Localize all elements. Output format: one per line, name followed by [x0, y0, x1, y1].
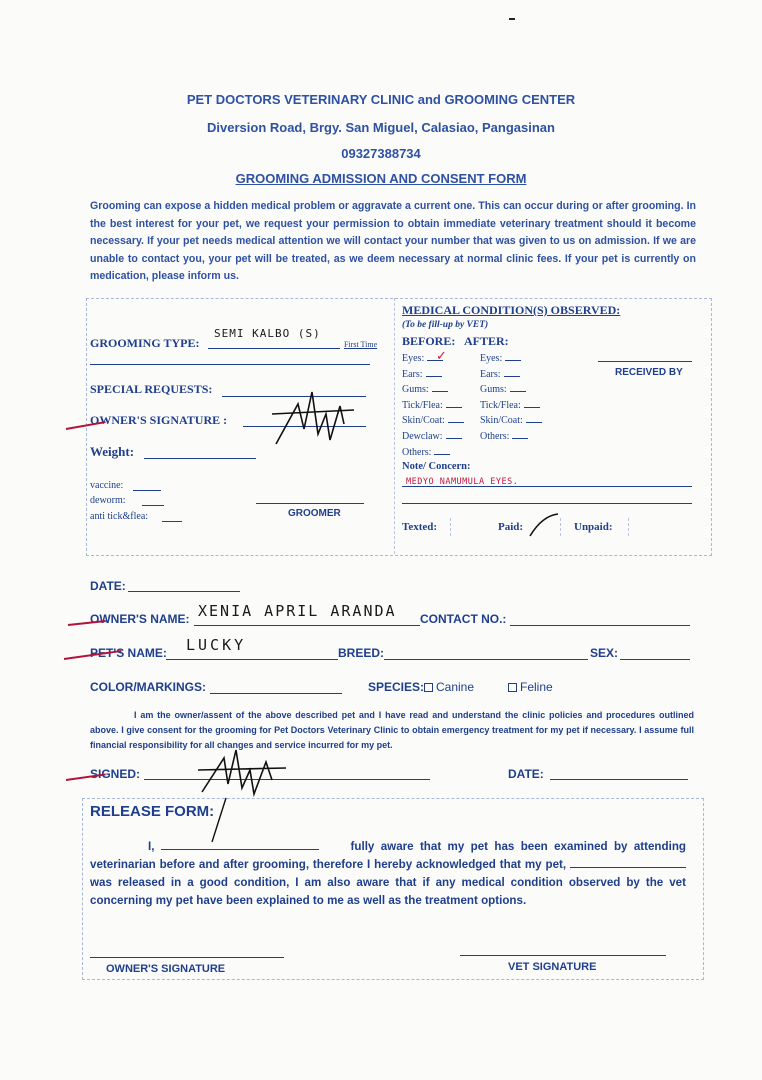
paid-mark	[528, 512, 560, 540]
medical-item-blank[interactable]	[504, 368, 520, 377]
consent-date-label: DATE:	[508, 767, 544, 781]
date-label: DATE:	[90, 579, 126, 593]
medical-item	[402, 368, 442, 380]
feline-checkbox[interactable]	[508, 683, 517, 692]
deworm-label: deworm:	[90, 495, 126, 506]
medical-item-label: Eyes:	[480, 353, 503, 364]
release-paragraph: I, fully aware that my pet has been examined by attending veterinarian before and after grooming, therefore I hereby acknowledged that my pet, was released in a good condition, I am also aware that if any medical condition observed by the vet concerning my pet have been explained to me as well as the treatment options.	[90, 840, 686, 907]
medical-item-label: Skin/Coat:	[402, 415, 445, 427]
medical-item-blank[interactable]	[446, 399, 462, 408]
medical-item-blank[interactable]	[510, 383, 526, 392]
medical-item-label: Dewclaw:	[402, 431, 443, 442]
medical-item-label: Ears:	[402, 368, 423, 380]
medical-item	[480, 430, 528, 442]
medical-item-label: Ears:	[480, 368, 501, 380]
intro-paragraph: Grooming can expose a hidden medical problem or aggravate a current one. This can occur during or after grooming. In the best interest for your pet, we request your permission to obtain immediate veterinary treatment should it become necessary. If your pet needs medical attention we will contact your number that was given to us on admission. If we are unable to contact you, your pet will be treated, as we deem necessary at normal clinic fees. If your pet is currently on medication, please inform us.	[90, 200, 696, 283]
texted-label: Texted:	[402, 521, 438, 533]
medical-item-label: Eyes:	[402, 353, 425, 364]
species-canine[interactable]: Canine	[424, 680, 474, 694]
medical-subtitle: (To be fill-up by VET)	[402, 320, 489, 330]
release-owner-blank[interactable]	[161, 839, 319, 850]
sex-label: SEX:	[590, 646, 619, 660]
unpaid-label: Unpaid:	[574, 521, 613, 533]
medical-item-blank[interactable]	[505, 352, 521, 361]
medical-item-blank[interactable]	[526, 414, 542, 423]
contact-label: CONTACT NO.:	[420, 612, 507, 626]
medical-item	[480, 399, 540, 411]
consent-paragraph: I am the owner/assent of the above described pet and I have read and understand the clinic policies and procedures outlined above. I give consent for the grooming for Pet Doctors Veterinary Clinic to obtain emergency treatment for my pet if necessary. I assume full financial responsibility for all changes and service incurred for my pet.	[90, 710, 694, 750]
owner-name-label: OWNER'S NAME:	[90, 612, 190, 626]
release-owner-signature-label: OWNER'S SIGNATURE	[106, 963, 226, 975]
medical-item-blank[interactable]	[432, 383, 448, 392]
consent-signature-scribble	[196, 744, 292, 802]
medical-item-blank[interactable]	[524, 399, 540, 408]
medical-item	[480, 383, 526, 395]
breed-label: BREED:	[338, 646, 385, 660]
medical-item-blank[interactable]	[512, 430, 528, 439]
paid-label: Paid:	[498, 521, 524, 533]
medical-item-label: Tick/Flea:	[480, 399, 521, 411]
medical-item-blank[interactable]	[434, 446, 450, 455]
clinic-address: Diversion Road, Brgy. San Miguel, Calasiao, Pangasinan	[207, 120, 555, 135]
medical-item	[402, 446, 450, 458]
medical-item-label: Gums:	[402, 384, 429, 396]
special-requests-label: SPECIAL REQUESTS:	[90, 382, 213, 396]
vaccine-label: vaccine:	[90, 480, 124, 491]
note-value[interactable]: MEDYO NAMUMULA EYES.	[406, 477, 519, 487]
owner-name-value[interactable]: XENIA APRIL ARANDA	[198, 602, 397, 620]
release-title: RELEASE FORM:	[90, 803, 215, 820]
medical-item	[402, 414, 464, 426]
medical-item	[480, 414, 542, 426]
clinic-name: PET DOCTORS VETERINARY CLINIC and GROOMING CENTER	[186, 92, 576, 107]
release-pet-blank[interactable]	[570, 857, 686, 868]
medical-item	[402, 383, 448, 395]
pet-name-label: PET'S NAME:	[90, 646, 167, 660]
color-markings-label: COLOR/MARKINGS:	[90, 680, 206, 694]
medical-item	[480, 368, 520, 380]
medical-item	[402, 430, 462, 442]
medical-title: MEDICAL CONDITION(S) OBSERVED:	[402, 303, 621, 317]
form-title: GROOMING ADMISSION AND CONSENT FORM	[235, 171, 527, 186]
canine-checkbox[interactable]	[424, 683, 433, 692]
antitick-label: anti tick&flea:	[90, 511, 149, 522]
note-label: Note/ Concern:	[402, 461, 471, 472]
before-label: BEFORE:	[402, 334, 456, 348]
medical-item-blank[interactable]	[446, 430, 462, 439]
medical-item-label: Others:	[480, 431, 510, 442]
signed-label: SIGNED:	[90, 767, 141, 781]
pet-name-value[interactable]: LUCKY	[186, 636, 247, 654]
groomer-label: GROOMER	[288, 508, 341, 519]
medical-item-label: Gums:	[480, 384, 507, 396]
vet-signature-label: VET SIGNATURE	[508, 961, 597, 973]
species-label: SPECIES:	[368, 680, 425, 694]
owner-signature-scribble	[268, 384, 358, 454]
medical-item-blank[interactable]	[448, 414, 464, 423]
clinic-phone: 09327388734	[341, 146, 421, 161]
species-feline[interactable]: Feline	[508, 680, 553, 694]
received-by-label: RECEIVED BY	[615, 367, 683, 378]
first-time-label: First Time	[344, 340, 378, 349]
eyes-before-check: ✓	[436, 348, 447, 363]
grooming-type-value[interactable]: SEMI KALBO (S)	[214, 327, 321, 340]
owner-signature-label: OWNER'S SIGNATURE :	[90, 413, 228, 427]
medical-item-label: Tick/Flea:	[402, 399, 443, 411]
grooming-type-label: GROOMING TYPE:	[90, 336, 200, 350]
medical-item	[480, 352, 521, 364]
medical-item-label: Others:	[402, 446, 432, 458]
medical-item-blank[interactable]	[426, 368, 442, 377]
weight-label: Weight:	[90, 444, 135, 459]
medical-item-label: Skin/Coat:	[480, 415, 523, 427]
medical-item	[402, 399, 462, 411]
after-label: AFTER:	[464, 334, 509, 348]
